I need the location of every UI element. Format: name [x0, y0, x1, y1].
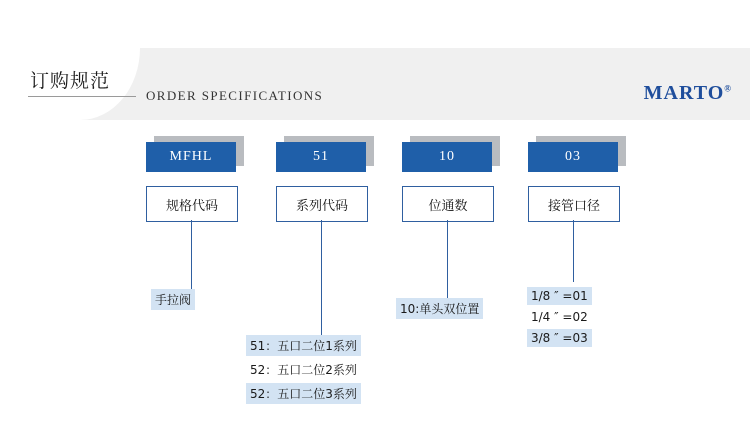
note-2-1: 51：五口二位1系列 — [246, 335, 361, 356]
page-title-en: ORDER SPECIFICATIONS — [146, 88, 324, 103]
label-box-3: 位通数 — [402, 186, 494, 222]
page-title-cn: 订购规范 — [30, 70, 111, 92]
brand-name: MARTO — [643, 82, 725, 104]
code-box-wrapper-4 — [518, 136, 688, 170]
code-box-3[interactable]: 10 — [402, 142, 492, 172]
note-2-3: 52：五口二位3系列 — [246, 383, 361, 404]
connector-line-4 — [573, 220, 574, 282]
note-1-1: 手拉阀 — [151, 289, 195, 310]
connector-line-2 — [321, 220, 322, 340]
note-4-3: 3/8 ″ =03 — [527, 329, 592, 347]
code-box-4[interactable]: 03 — [528, 142, 618, 172]
note-4-2: 1/4 ″ =02 — [531, 310, 588, 324]
label-box-1: 规格代码 — [146, 186, 238, 222]
label-box-4: 接管口径 — [528, 186, 620, 222]
connector-line-1 — [191, 220, 192, 290]
label-box-2: 系列代码 — [276, 186, 368, 222]
note-3-1: 10:单头双位置 — [396, 298, 483, 319]
code-box-2[interactable]: 51 — [276, 142, 366, 172]
note-4-1: 1/8 ″ =01 — [527, 287, 592, 305]
brand-logo — [644, 82, 732, 105]
brand-trademark-mark: ® — [724, 83, 732, 94]
note-2-2: 52：五口二位2系列 — [250, 363, 357, 377]
connector-line-3 — [447, 220, 448, 298]
title-underline — [28, 96, 136, 97]
code-box-1[interactable]: MFHL — [146, 142, 236, 172]
